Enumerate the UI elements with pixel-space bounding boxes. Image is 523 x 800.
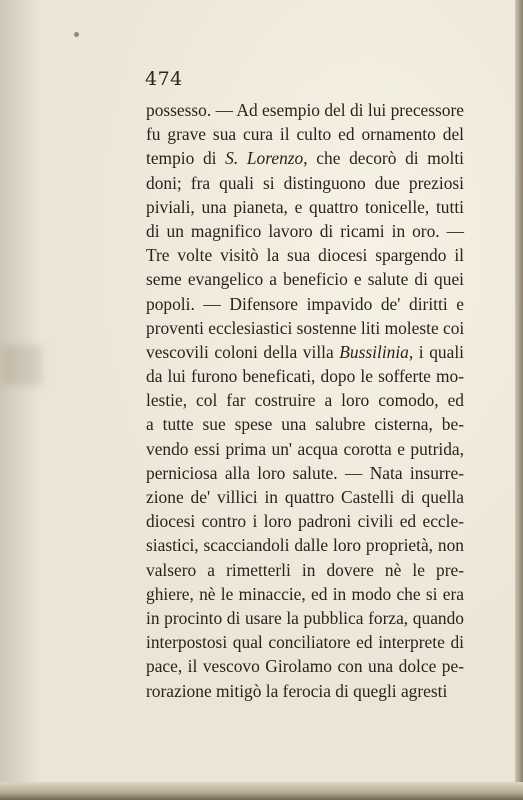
text-line-6: di un magnifico lavoro di ricami in oro. — [146, 220, 464, 241]
text-line-15: vendo essi prima un' acqua corotta e putrida, [146, 438, 464, 459]
italic-name: Bussilinia [339, 341, 409, 362]
text-line-17: zione de' villici in quattro Castelli di quella [146, 487, 464, 507]
text-line-18: diocesi contro i loro padroni civili ed eccle- [146, 511, 464, 532]
text-line-9: popoli. — Difensore impavido de' diritti e [146, 293, 464, 314]
text-line-4: doni; fra quali si distinguono due preziosi [146, 172, 464, 193]
text-line-2: fu grave sua cura il culto ed ornamento del [146, 124, 464, 145]
page-number: 474 [145, 68, 183, 90]
text-line-5: piviali, una pianeta, e quattro tonicelle, tutti [146, 196, 464, 217]
body-text [146, 98, 464, 703]
text-line-10: proventi ecclesiastici sostenne liti moleste coi [146, 317, 465, 338]
text-line-19: siastici, scacciandoli dalle loro proprietà, non [146, 535, 464, 556]
page-edge-right [515, 0, 523, 800]
text-line-8: seme evangelico a beneficio e salute di quei [146, 269, 464, 290]
text-line-21: ghiere, nè le minaccie, ed in modo che si era [146, 583, 464, 604]
ink-spot [74, 32, 79, 37]
text-line-23: interpostosi qual conciliatore ed interprete di [146, 632, 464, 653]
page-edge-bottom [0, 782, 523, 800]
text-line-24: pace, il vescovo Girolamo con una dolce pe- [146, 656, 464, 677]
text-line-25: rorazione mitigò la ferocia di quegli agresti [146, 680, 448, 701]
text-line-13: lestie, col far costruire a loro comodo, ed [146, 390, 464, 411]
text-line-7: Tre volte visitò la sua diocesi spargendo il [146, 245, 464, 266]
italic-name: S. Lorenzo [225, 148, 304, 169]
text-line-1: possesso. — Ad esempio del di lui precessore [146, 100, 464, 120]
text-line-11: vescovili coloni della villa Bussilinia, i quali [146, 341, 464, 362]
bleed-through-mark [2, 345, 42, 385]
text-line-14: a tutte sue spese una salubre cisterna, be- [146, 414, 464, 435]
text-line-16: perniciosa alla loro salute. — Nata insurre- [146, 462, 464, 483]
text-line-22: in procinto di usare la pubblica forza, quando [146, 607, 464, 628]
text-line-3: tempio di S. Lorenzo, che decorò di molti [146, 148, 464, 169]
text-line-20: valsero a rimetterli in dovere nè le pre- [146, 559, 464, 580]
text-line-12: da lui furono beneficati, dopo le sofferte mo- [146, 366, 464, 387]
